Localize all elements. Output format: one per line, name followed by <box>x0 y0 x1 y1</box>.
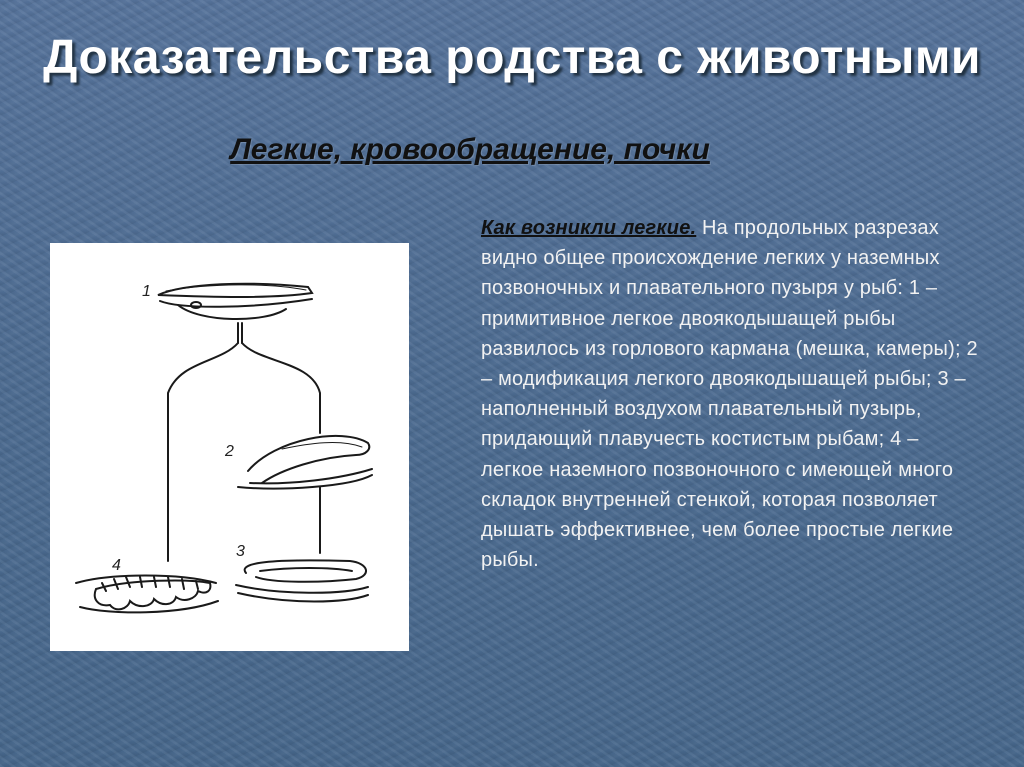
body-paragraph <box>481 213 981 575</box>
paragraph-lead: Как возникли легкие. <box>481 217 697 239</box>
diagram-stage-4 <box>76 557 218 612</box>
paragraph-body: На продольных разрезах видно общее происхождение легких у наземных позвоночных и плавательного пузыря у рыб: 1 – примитивное легкое двоякодышащей рыбы развилось из горлового кармана (мешка, камеры); 2 – модификация легкого двоякодышащей рыбы; 3 – наполненный воздухом плавательный пузырь, придающий плавучесть костистым рыбам; 4 – легкое наземного позвоночного с имеющей много складок внутренней стенкой, которая позволяет дышать эффективнее, чем более простые легкие рыбы. <box>481 217 978 572</box>
diagram-stage-2 <box>224 436 372 489</box>
diagram-stage-1 <box>142 283 312 319</box>
diagram-label-1: 1 <box>142 283 151 300</box>
lung-evolution-diagram <box>50 243 409 651</box>
slide-subtitle: Легкие, кровообращение, почки <box>230 133 710 166</box>
diagram-stage-3 <box>236 543 368 602</box>
diagram-label-4: 4 <box>112 557 121 574</box>
diagram-label-2: 2 <box>225 443 234 460</box>
diagram-label-3: 3 <box>236 543 245 560</box>
slide-title: Доказательства родства с животными <box>43 31 981 84</box>
